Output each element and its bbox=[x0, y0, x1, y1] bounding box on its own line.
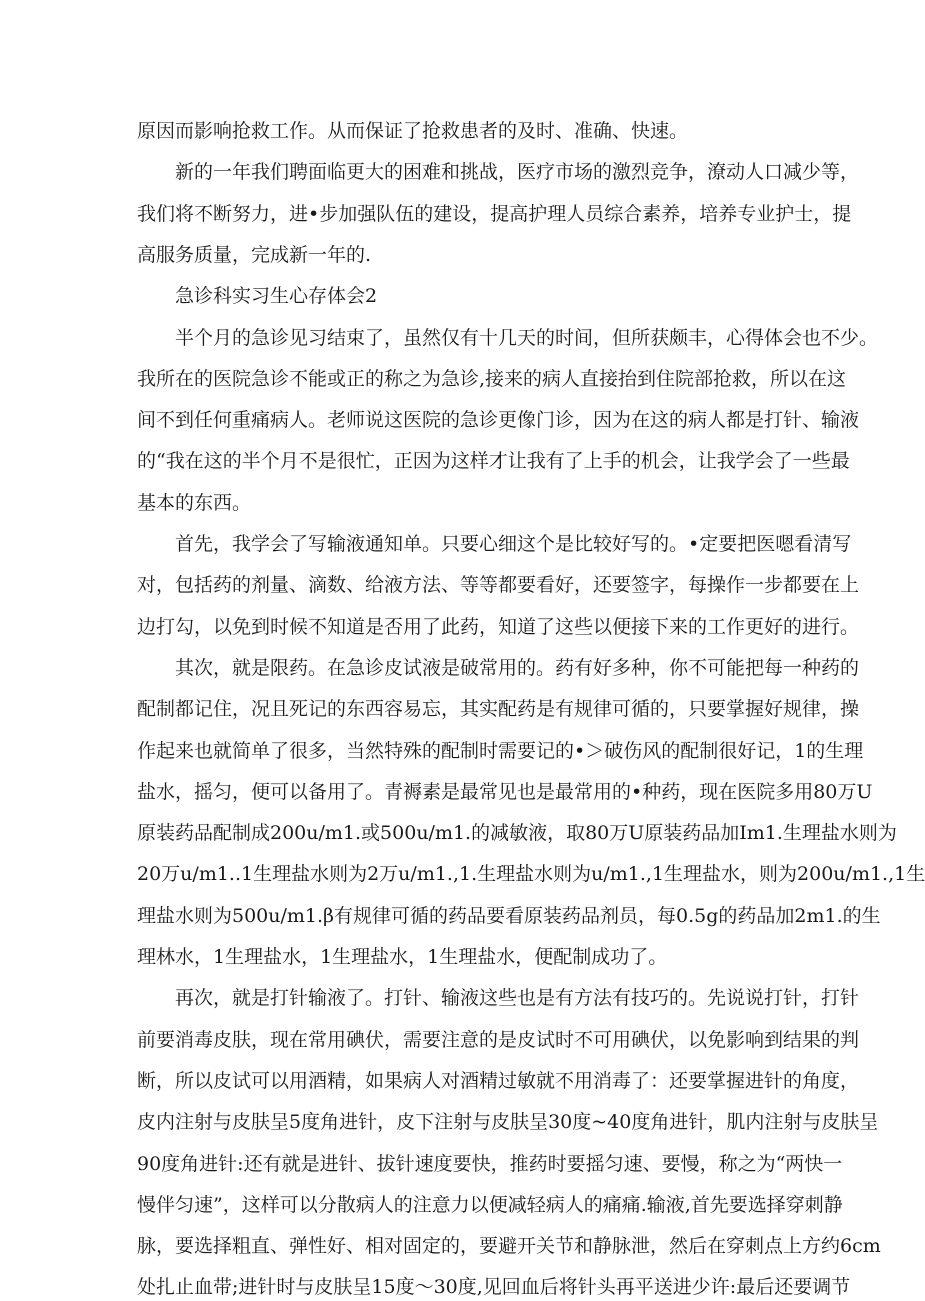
text-line: 急诊科实习生心存体会2 bbox=[175, 285, 378, 307]
text-line: 新的一年我们聘面临更大的困难和挑战，医疗市场的激烈竞争，潦动人口减少等， bbox=[175, 161, 860, 183]
text-line: 慢伴匀速”，这样可以分散病人的注意力以便减轻病人的痛痛.输液,首先要选择穿刺静 bbox=[137, 1194, 843, 1216]
text-line: 半个月的急诊见习结束了，虽然仅有十几天的时间，但所获颇丰，心得体会也不少。 bbox=[175, 327, 879, 349]
text-line: 再次，就是打针输液了。打针、输液这些也是有方法有技巧的。先说说打针，打针 bbox=[175, 987, 860, 1009]
text-line: 脉，要选择粗直、弹性好、相对固定的，要避开关节和静脉泄，然后在穿刺点上方约6cm bbox=[137, 1235, 881, 1257]
text-line: 皮内注射与皮肤呈5度角进针，皮下注射与皮肤呈30度~40度角进针，肌内注射与皮肤呈 bbox=[137, 1111, 879, 1133]
text-line: 首先，我学会了写输液通知单。只要心细这个是比较好写的。•定要把医嗯看清写 bbox=[175, 533, 852, 555]
text-line: 盐水，摇匀，便可以备用了。青褥素是最常见也是最常用的•种药，现在医院多用80万U bbox=[137, 781, 873, 803]
text-line: 处扎止血带;进针时与皮肤呈15度～30度,见回血后将针头再平送进少许:最后还要调节 bbox=[137, 1276, 851, 1298]
text-line: 间不到任何重痛病人。老师说这医院的急诊更像门诊，因为在这的病人都是打针、输液 bbox=[137, 409, 860, 431]
text-line: 作起来也就简单了很多，当然特殊的配制时需要记的•＞破伤风的配制很好记，1的生理 bbox=[137, 740, 864, 762]
text-line: 前要消毒皮肤，现在常用碘伏，需要注意的是皮试时不可用碘伏，以免影响到结果的判 bbox=[137, 1029, 860, 1051]
text-line: 配制都记住，况且死记的东西容易忘，其实配药是有规律可循的，只要掌握好规律，操 bbox=[137, 698, 860, 720]
text-line: 20万u/m1..1生理盐水则为2万u∕m1.,1.生理盐水则为u/m1.,1生理盐水，则为200u∕m1.,1生 bbox=[137, 863, 925, 885]
text-line: 基本的东西。 bbox=[137, 492, 252, 514]
text-line: 我所在的医院急诊不能或正的称之为急诊,接来的病人直接抬到住院部抢救，所以在这 bbox=[137, 368, 847, 390]
text-line: 理林水，1生理盐水，1生理盐水，1生理盐水，便配制成功了。 bbox=[137, 946, 668, 968]
text-line: 对，包括药的剂量、滴数、给液方法、等等都要看好，还要签字，每操作一步都要在上 bbox=[137, 574, 860, 596]
text-line: 我们将不断努力，进•步加强队伍的建设，提高护理人员综合素养，培养专业护士，提 bbox=[137, 203, 852, 225]
text-line: 原装药品配制成200u∕m1.或500u∕m1.的减敏液，取80万U原装药品加Im1.生理盐水则为 bbox=[137, 822, 897, 844]
text-line: 理盐水则为500u∕m1.β有规律可循的药品要看原装药品剂员，每0.5g的药品加2m1.的生 bbox=[137, 905, 881, 927]
text-line: 原因而影响抢救工作。从而保证了抢救患者的及时、准确、快速。 bbox=[137, 120, 689, 142]
text-line: 其次，就是限药。在急诊皮试液是破常用的。药有好多种，你不可能把每一种药的 bbox=[175, 657, 860, 679]
text-line: 边打勾，以免到时候不知道是否用了此药，知道了这些以便接下来的工作更好的进行。 bbox=[137, 616, 860, 638]
text-line: 的“我在这的半个月不是很忙，正因为这样才让我有了上手的机会，让我学会了一些最 bbox=[137, 450, 850, 472]
text-line: 高服务质量，完成新一年的. bbox=[137, 244, 372, 266]
text-line: 断，所以皮试可以用酒精，如果病人对酒精过敏就不用消毒了：还要掌握进针的角度， bbox=[137, 1070, 860, 1092]
text-line: 90度角进针:还有就是进针、拔针速度要快，推药时要摇匀速、要慢，称之为“两快一 bbox=[137, 1153, 843, 1175]
